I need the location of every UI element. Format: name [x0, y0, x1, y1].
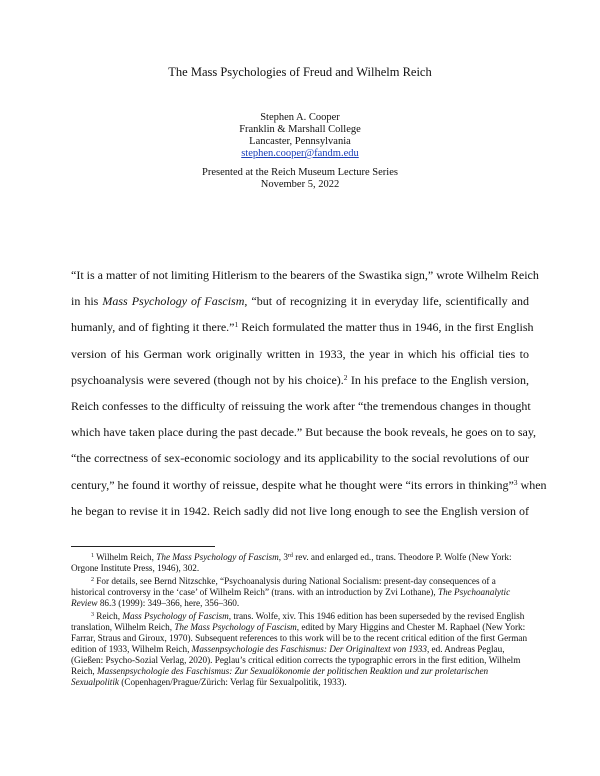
body-line: [71, 314, 534, 340]
text-run: , 3: [278, 552, 288, 562]
text-run: Reich formulated the matter thus in 1946, in the first English: [238, 320, 534, 335]
footnote-3: [71, 611, 529, 688]
book-title: Massenpsychologie des Faschismus: Zur Sexualökonomie der politischen Reaktion und zur proletarischen Sexualpolitik: [71, 666, 489, 687]
text-run: , edited by Mary Higgins and Chester M. Raphael (New York: Farrar, Straus and Giroux, 1970). Subsequent references to this work will be to the recent critical edition of the first German edition of 1933, Wilhelm Reich,: [71, 622, 528, 654]
text-run: century,” he found it worthy of reissue, despite what he thought were “its errors in thinking”: [71, 477, 514, 492]
document-title: The Mass Psychologies of Freud and Wilhelm Reich: [168, 65, 432, 79]
body-line: “the correctness of sex-economic sociology and its applicability to the social revolutions of our: [71, 451, 529, 466]
book-title: Mass Psychology of Fascism: [122, 611, 229, 621]
body-line: [71, 288, 529, 314]
text-run: In his preface to the English version,: [347, 372, 529, 387]
book-title: The Mass Psychology of Fascism: [156, 552, 279, 562]
text-run: 86.3 (1999): 349–366, here, 356–360.: [97, 598, 240, 608]
footnotes: [71, 552, 529, 690]
footnote-ref-3[interactable]: 3: [513, 477, 518, 487]
book-title: Massenpsychologie des Faschismus: Der Originaltext von 1933: [191, 644, 427, 654]
footnote-number: 2: [91, 577, 94, 583]
footnote-ref-2[interactable]: 2: [343, 372, 348, 382]
text-run: rev. and enlarged ed., trans. Theodore P. Wolfe (New York: Orgone Institute Press, 1946), 302.: [71, 552, 512, 573]
author-block: [0, 112, 600, 160]
text-run: (Copenhagen/Prague/Zürich: Verlag für Sexualpolitik, 1933).: [118, 677, 347, 687]
footnote-number: 1: [91, 553, 94, 559]
book-title: The Mass Psychology of Fascism: [174, 622, 297, 632]
text-run: , ed. Andreas Peglau, (Gießen: Psycho-Sozial Verlag, 2020). Peglau’s critical edition corrects the typographic errors in the first edition, Wilhelm Reich,: [71, 644, 521, 676]
body-line: he began to revise it in 1942. Reich sadly did not live long enough to see the English version of: [71, 503, 529, 518]
text-run: , trans. Wolfe, xiv. This 1946 edition has been superseded by the revised English translation, Wilhelm Reich,: [71, 611, 525, 632]
text-run: in his: [71, 294, 103, 309]
author-location: Lancaster, Pennsylvania: [249, 136, 351, 147]
presentation-venue: Presented at the Reich Museum Lecture Series: [202, 167, 398, 178]
footnote-2: [71, 576, 529, 609]
presentation-date: November 5, 2022: [260, 179, 340, 190]
presentation-info: [0, 167, 600, 191]
footnote-ref-1[interactable]: 1: [234, 320, 239, 330]
text-run: , “but of recognizing it in everyday life, scientifically and: [244, 294, 529, 309]
body-line: which have taken place during the past decade.” But because the book reveals, he goes on to say,: [71, 425, 537, 440]
body-line: Reich confesses to the difficulty of reissuing the work after “the tremendous changes in thought: [71, 398, 531, 413]
text-run: Reich,: [94, 611, 123, 621]
text-run: when: [517, 477, 547, 492]
body-line: [71, 367, 529, 393]
body-paragraph: [71, 262, 547, 524]
book-title: Mass Psychology of Fascism: [102, 294, 245, 309]
ordinal-suffix: rd: [287, 553, 293, 559]
footnote-1: [71, 552, 529, 574]
author-email-link[interactable]: stephen.cooper@fandm.edu: [241, 148, 359, 159]
body-line: [71, 472, 547, 498]
journal-title: The Psychoanalytic Review: [71, 587, 511, 608]
text-run: psychoanalysis were severed (though not by his choice).: [71, 372, 344, 387]
footnote-separator: [71, 546, 215, 547]
author-affiliation: Franklin & Marshall College: [239, 124, 361, 135]
footnote-number: 3: [91, 612, 94, 618]
body-line: version of his German work originally written in 1933, the year in which his official ties to: [71, 346, 529, 361]
text-run: humanly, and of fighting it there.”: [71, 320, 235, 335]
author-name: Stephen A. Cooper: [260, 112, 340, 123]
text-run: For details, see Bernd Nitzschke, “Psychoanalysis during National Socialism: present-day consequences of a historical controversy in the ‘case’ of Wilhelm Reich” (trans. with an introduction by Zvi Lothane),: [71, 576, 496, 597]
body-line: “It is a matter of not limiting Hitlerism to the bearers of the Swastika sign,” wrote Wilhelm Reich: [71, 268, 539, 282]
text-run: Wilhelm Reich,: [94, 552, 157, 562]
